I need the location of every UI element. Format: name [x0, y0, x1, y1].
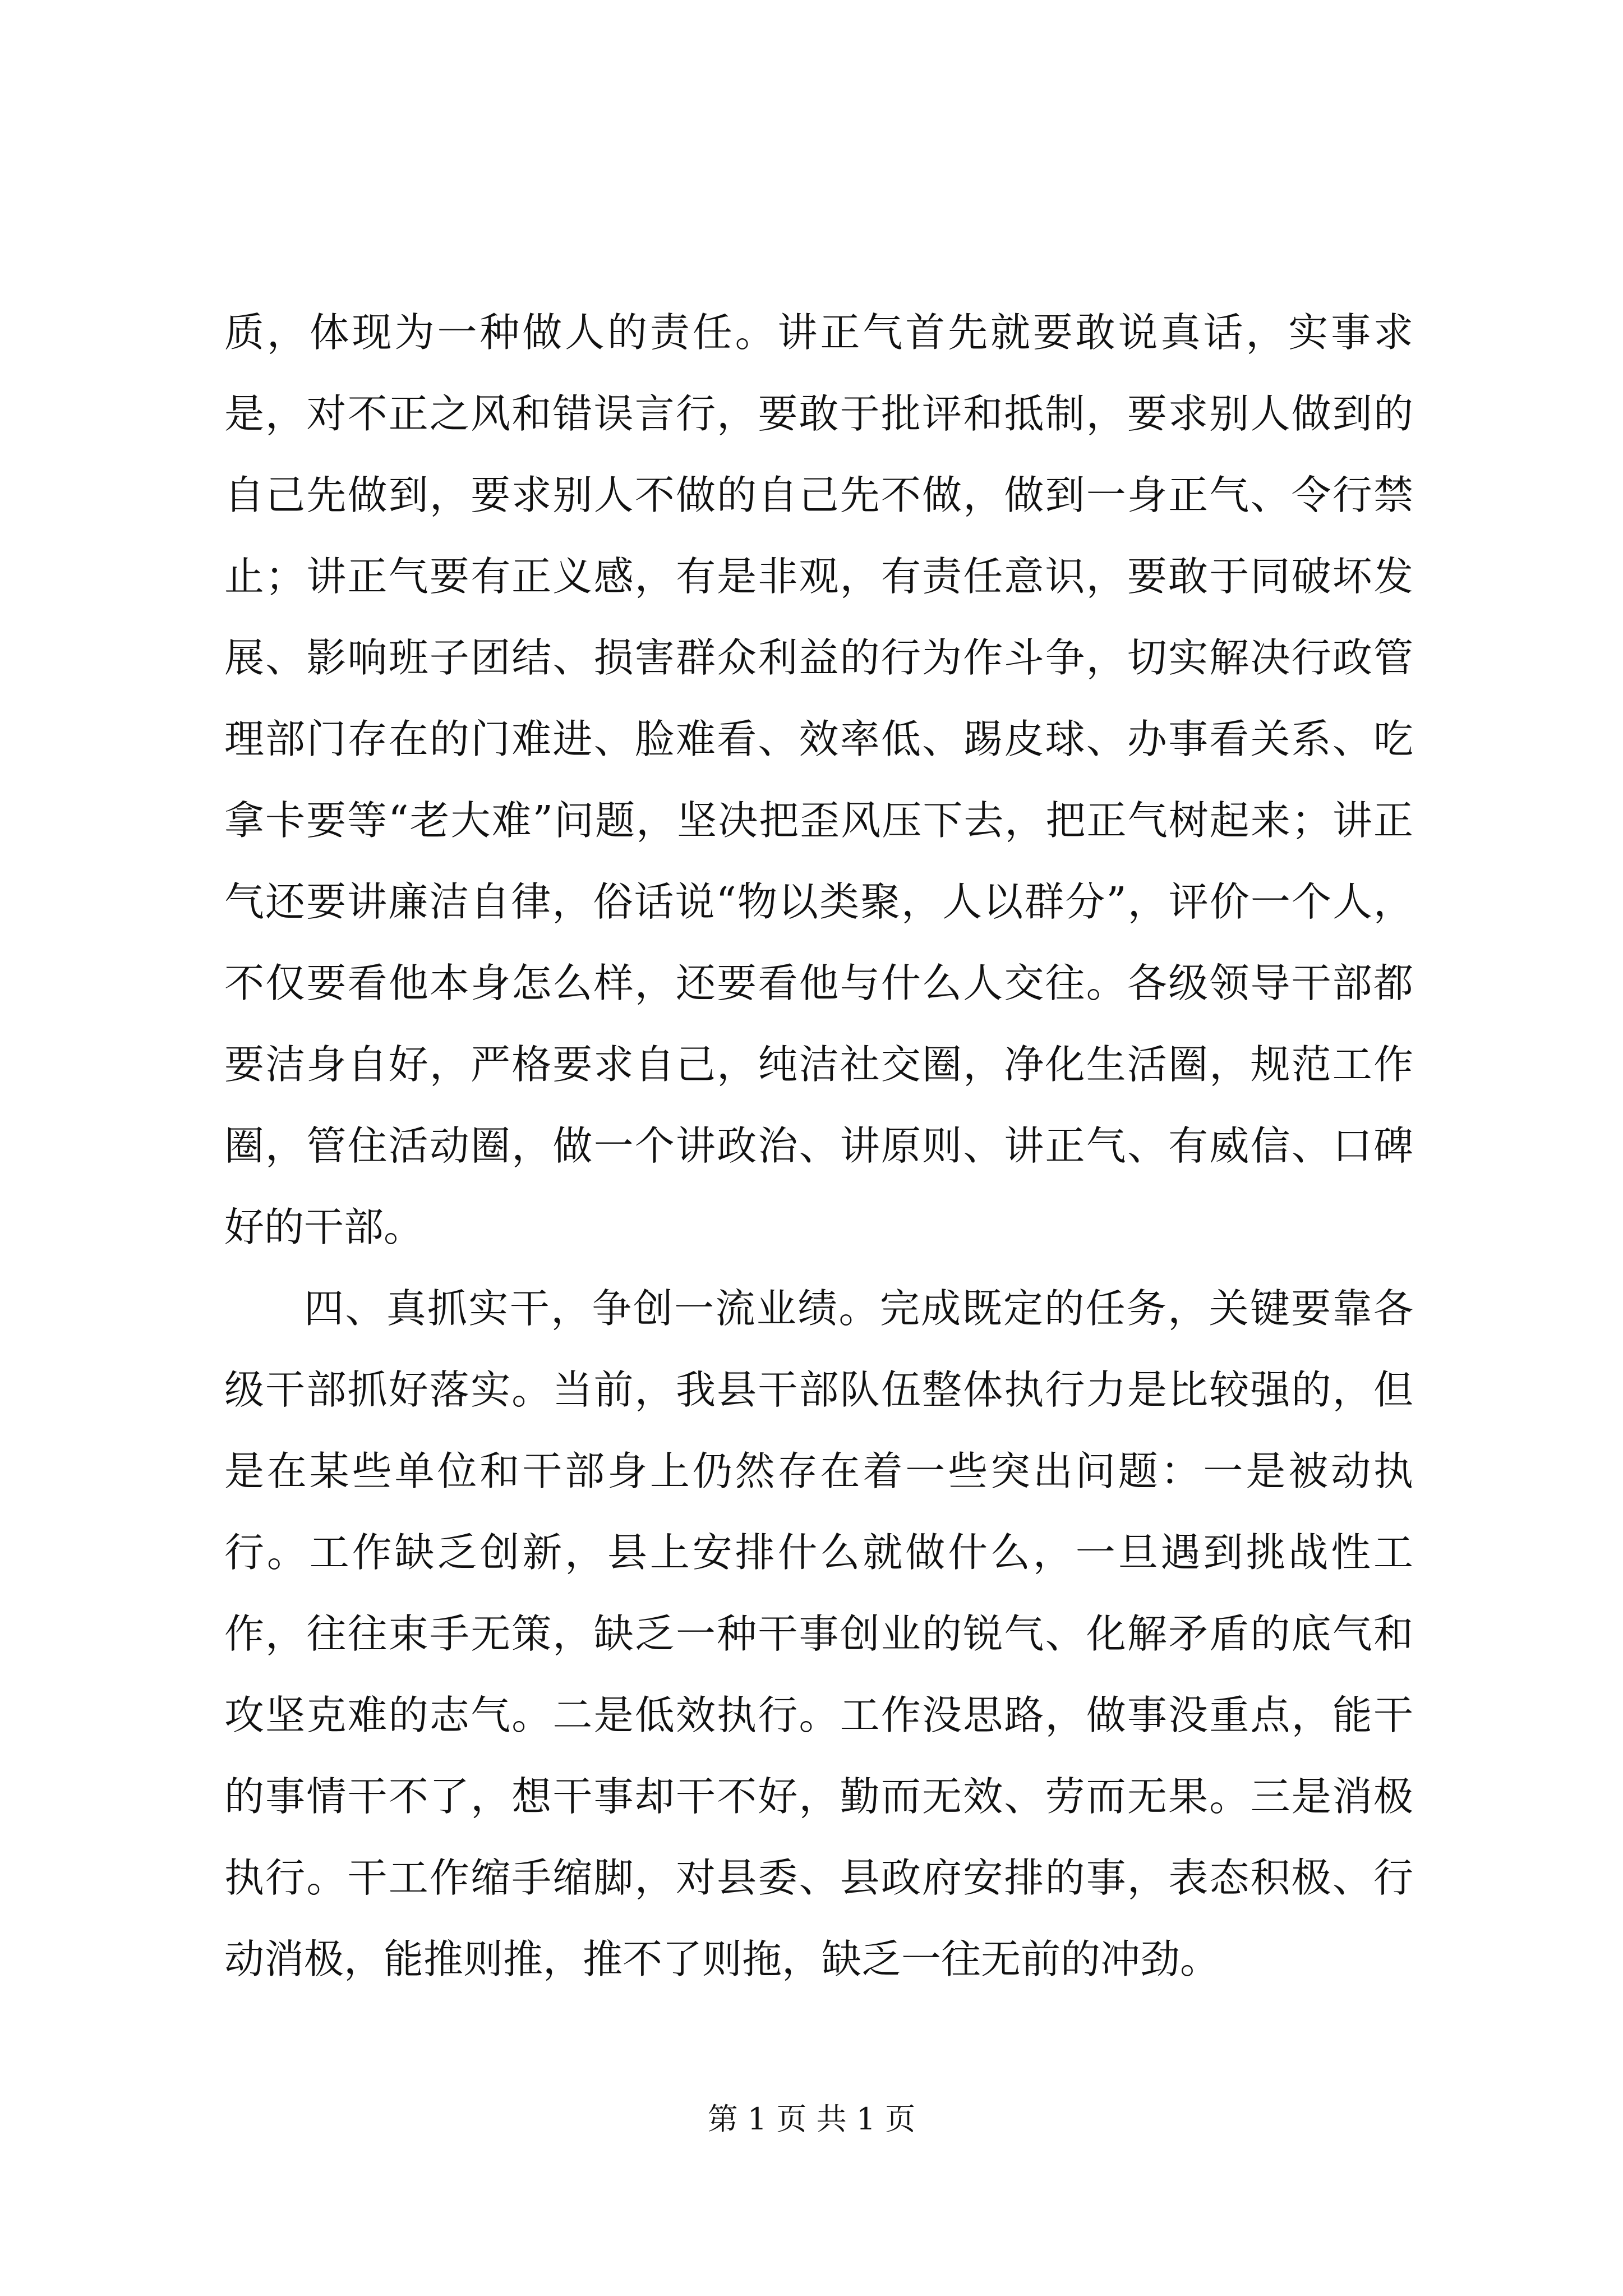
document-body: [224, 292, 1413, 2000]
paragraph-section-four: 四、真抓实干，争创一流业绩。完成既定的任务，关键要靠各级干部抓好落实。当前，我县干部队伍整体执行力是比较强的，但是在某些单位和干部身上仍然存在着一些突出问题：一是被动执行。工作缺乏创新，县上安排什么就做什么，一旦遇到挑战性工作，往往束手无策，缺乏一种干事创业的锐气、化解矛盾的底气和攻坚克难的志气。二是低效执行。工作没思路，做事没重点，能干的事情干不了，想干事却干不好，勤而无效、劳而无果。三是消极执行。干工作缩手缩脚，对县委、县政府安排的事，表态积极、行动消极，能推则推，推不了则拖，缺乏一往无前的冲劲。: [224, 1285, 1413, 1982]
paragraph-continued: 质，体现为一种做人的责任。讲正气首先就要敢说真话，实事求是，对不正之风和错误言行，要敢于批评和抵制，要求别人做到的自己先做到，要求别人不做的自己先不做，做到一身正气、令行禁止；讲正气要有正义感，有是非观，有责任意识，要敢于同破坏发展、影响班子团结、损害群众利益的行为作斗争，切实解决行政管理部门存在的门难进、脸难看、效率低、踢皮球、办事看关系、吃拿卡要等“老大难”问题，坚决把歪风压下去，把正气树起来；讲正气还要讲廉洁自律，俗话说“物以类聚，人以群分”，评价一个人，不仅要看他本身怎么样，还要看他与什么人交往。各级领导干部都要洁身自好，严格要求自己，纯洁社交圈，净化生活圈，规范工作圈，管住活动圈，做一个讲政治、讲原则、讲正气、有威信、口碑好的干部。: [224, 309, 1413, 1250]
page-footer: 第 1 页 共 1 页: [707, 2101, 916, 2137]
